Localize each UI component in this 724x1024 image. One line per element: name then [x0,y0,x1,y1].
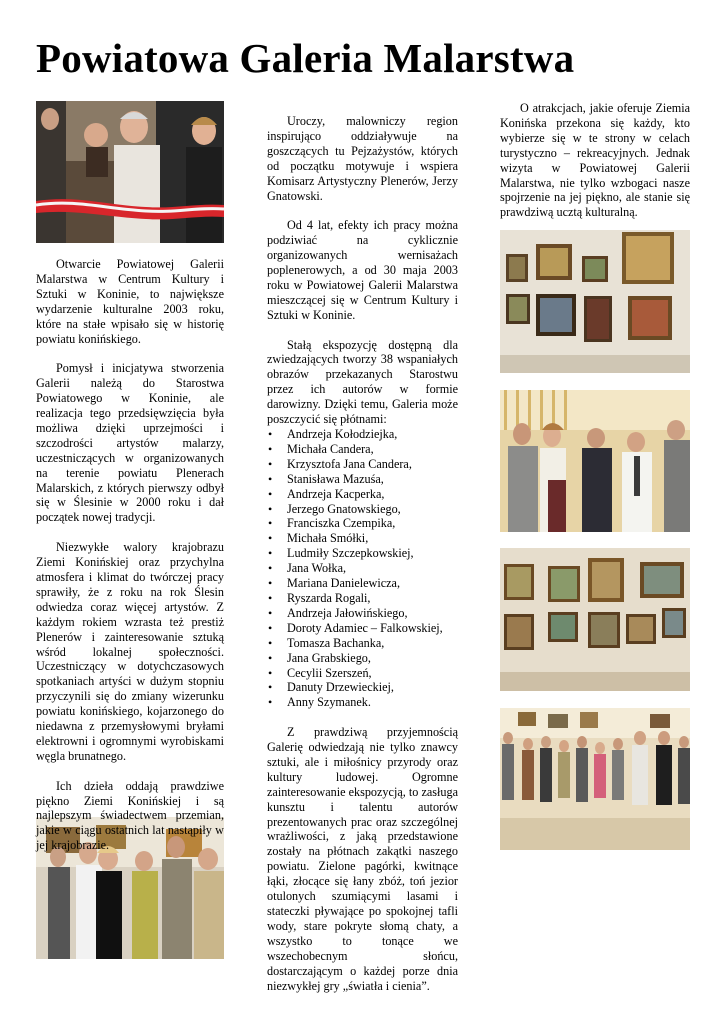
visitors-group-photo [500,390,690,532]
list-item: • Krzysztofa Jana Candera, [267,457,458,472]
gallery-wall-photo [500,548,690,691]
page-title: Powiatowa Galeria Malarstwa [36,35,575,81]
list-item: • Ludmiły Szczepkowskiej, [267,546,458,561]
list-item: • Andrzeja Kacperka, [267,487,458,502]
list-item: • Stanisława Mazuśa, [267,472,458,487]
list-item: • Andrzeja Jałowińskiego, [267,606,458,621]
paragraph: O atrakcjach, jakie oferuje Ziemia Konińska przekona się każdy, kto wybierze się w te strony w celach turystyczno – rekreacyjnych. Jednak wizyta w Powiatowej Galerii Malarstwa, nie tylko wzbogaci nasze spojrzenie na jej piękno, ale stanie się prawdziwą ucztą kulturalną. [500,101,690,220]
list-item: • Tomasza Bachanka, [267,636,458,651]
paragraph: Pomysł i inicjatywa stworzenia Galerii należą do Starostwa Powiatowego w Koninie, ale realizacja tego przedsięwzięcia była możliwa dzięki uprzejmości i szczodrości artystów malarzy, uczestniczących w organizowanych na terenie powiatu Plenerach Malarskich, z których pierwszy odbył się w Ślesinie w 2000 roku i dał początek nowej tradycji. [36,361,224,525]
list-item: • Michała Smółki, [267,531,458,546]
list-item: • Jerzego Gnatowskiego, [267,502,458,517]
artist-list [267,427,458,710]
list-item: • Cecylii Szerszeń, [267,666,458,681]
list-item: • Ryszarda Rogali, [267,591,458,606]
paragraph: Otwarcie Powiatowej Galerii Malarstwa w Centrum Kultury i Sztuki w Koninie, to największe wydarzenie kulturalne 2003 roku, które na stałe wpisało się w historię powiatu konińskiego. [36,257,224,346]
paragraph: Od 4 lat, efekty ich pracy można podziwiać na cyklicznie organizowanych wernisażach poplenerowych, a od 30 maja 2003 roku w Powiatowej Galerii Malarstwa mieszczącej się w Centrum Kultury i Sztuki w Koninie. [267,218,458,322]
paragraph: Niezwykłe walory krajobrazu Ziemi Konińskiej oraz przychylna atmosfera i klimat do twórczej pracy sprawiły, że z roku na rok Ślesin odwiedza coraz więcej artystów. Z każdym rokiem wzrasta też prestiż Plenerów i zainteresowanie sztuką wśród lokalnej społeczności. Uczestniczący w dotychczasowych spotkaniach artyści w dużym stopniu przyczynili się do zmiany wizerunku powiatu konińskiego, kojarzonego do niedawna z przemysłowymi bryłami elektrowni i ogromnymi wyrobiskami węgla brunatnego. [36,540,224,763]
column-3 [500,101,690,220]
list-item: • Jana Wołka, [267,561,458,576]
list-item: • Jana Grabskiego, [267,651,458,666]
list-item: • Mariana Danielewicza, [267,576,458,591]
list-item: • Michała Candera, [267,442,458,457]
list-item: • Anny Szymanek. [267,695,458,710]
column-1 [36,257,224,853]
column-2 [267,114,458,993]
list-item: • Franciszka Czempika, [267,516,458,531]
paragraph: Z prawdziwą przyjemnością Galerię odwiedzają nie tylko znawcy sztuki, ale i miłośnicy przyrody oraz kultury ludowej. Ogromne zainteresowanie ekspozycją, to zasługa kunsztu i talentu autorów prezentowanych prac oraz szczególnej wrażliwości, z jaką przedstawione zostały na płótnach zakątki naszego powiatu. Zielone pagórki, kwitnące łąki, złocące się łany zbóż, toń jezior otulonych szumiącymi lasami i stateczki pływające po spokojnej tafli wody, stare pokryte słomą chaty, a wszystko to tonące we wszechobecnym słońcu, dostarczającym o każdej porze dnia niezwykłej gry „światła i cienia”. [267,725,458,993]
paragraph: Uroczy, malowniczy region inspirująco oddziaływuje na goszczących tu Pejzażystów, których od początku motywuje i wspiera Komisarz Artystyczny Plenerów, Jerzy Gnatowski. [267,114,458,203]
paragraph: Stałą ekspozycję dostępną dla zwiedzających tworzy 38 wspaniałych obrazów przekazanych Starostwu przez ich autorów w formie darowizny. Dzięki temu, Galeria może poszczycić się płótnami: [267,337,458,427]
gallery-paintings-photo [500,230,690,373]
ribbon-cutting-photo [36,101,224,243]
paragraph: Ich dzieła oddają prawdziwe piękno Ziemi Konińskiej i są najlepszym świadectwem przemian, jakie w ciągu ostatnich lat nastąpiły w jej krajobrazie. [36,778,224,853]
exhibition-hall-photo [500,708,690,850]
list-item: • Andrzeja Kołodziejka, [267,427,458,442]
list-item: • Doroty Adamiec – Falkowskiej, [267,621,458,636]
list-item: • Danuty Drzewieckiej, [267,680,458,695]
